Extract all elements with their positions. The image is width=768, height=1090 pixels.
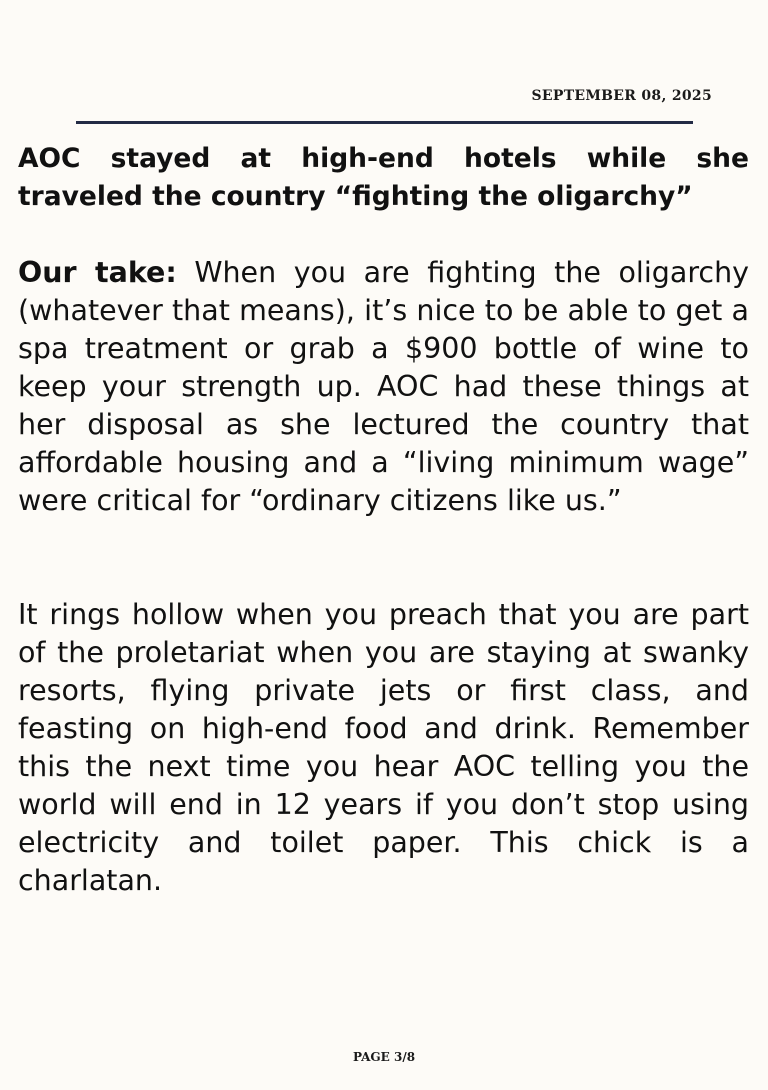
our-take-text: When you are fighting the oligarchy (whatever that means), it’s nice to be able to get a spa treatment or grab a $900 bottle of wine to keep your strength up. AOC had these things at her disposal as she lectured the country that affordable housing and a “living minimum wage” were critical for “ordinary citizens like us.” <box>18 256 750 517</box>
article-headline: AOC stayed at high-end hotels while she traveled the country “fighting the oligarchy” <box>18 143 749 212</box>
article-body <box>18 140 749 900</box>
our-take-label: Our take: <box>18 256 177 289</box>
publication-date: SEPTEMBER 08, 2025 <box>531 88 712 104</box>
our-take-paragraph <box>18 254 749 520</box>
header-divider <box>76 121 693 124</box>
second-paragraph: It rings hollow when you preach that you are part of the proletariat when you are staying at swanky resorts, flying private jets or first class, and feasting on high-end food and drink. Remember this the next time you hear AOC telling you the world will end in 12 years if you don’t stop using electricity and toilet paper. This chick is a charlatan. <box>18 598 749 897</box>
page-number: PAGE 3/8 <box>352 1050 416 1064</box>
